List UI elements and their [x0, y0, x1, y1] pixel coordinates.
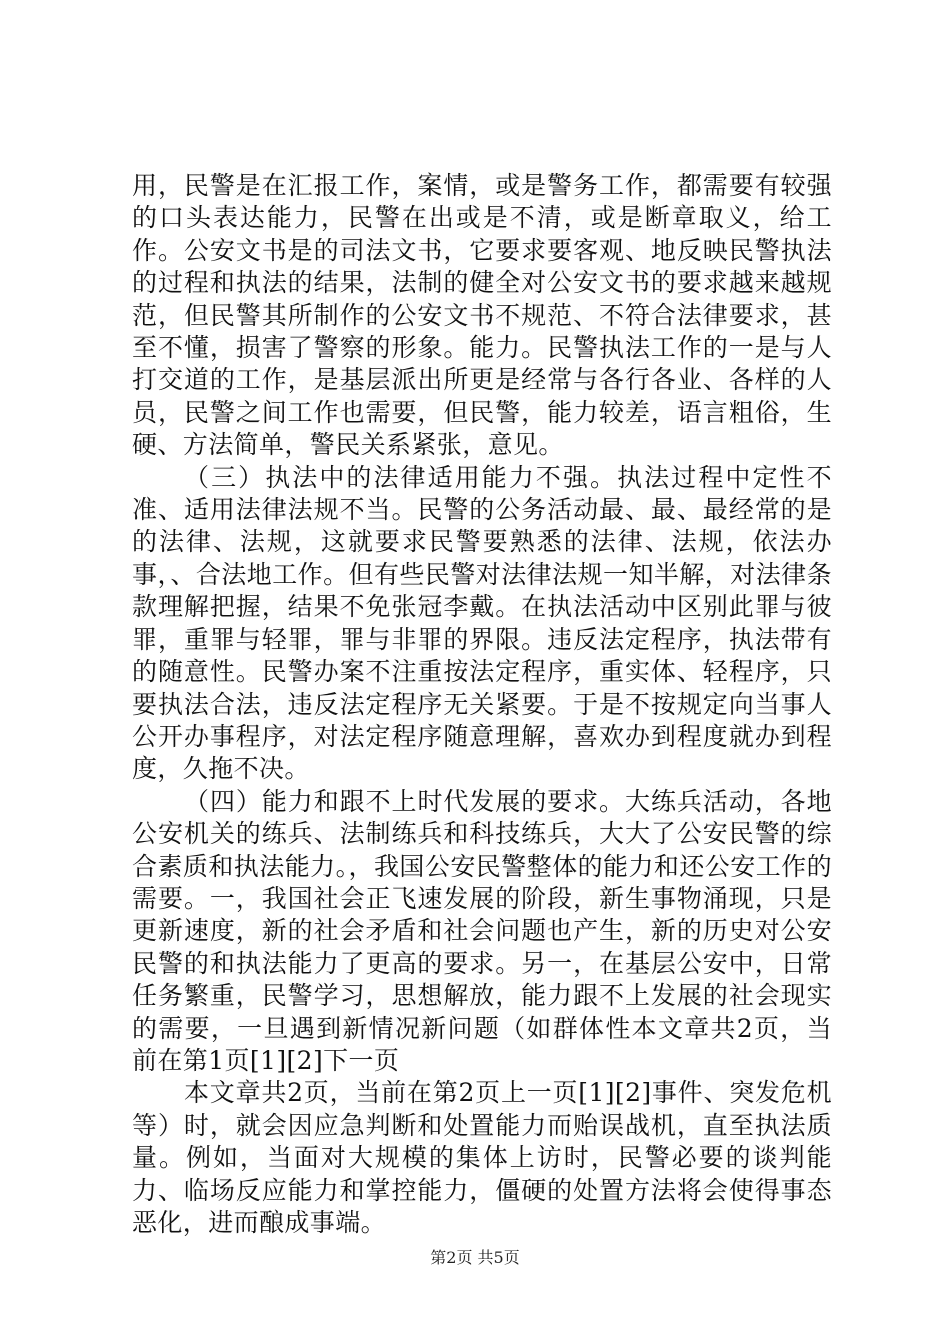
paragraph-4: 本文章共2页，当前在第2页上一页[1][2]事件、突发危机等）时，就会因应急判断和处置能力而贻误战机，直至执法质量。例如，当面对大规模的集体上访时，民警必要的谈判能力、临场反应能力和掌控能力，僵硬的处置方法将会使得事态恶化，进而酿成事端。 [132, 1078, 832, 1237]
document-body [132, 170, 832, 1239]
page-footer [0, 1248, 950, 1268]
paragraph-2: （三）执法中的法律适用能力不强。执法过程中定性不准、适用法律法规不当。民警的公务活动最、最、最经常的是的法律、法规，这就要求民警要熟悉的法律、法规，依法办事，、合法地工作。但有些民警对法律法规一知半解，对法律条款理解把握，结果不免张冠李戴。在执法活动中区别此罪与彼罪，重罪与轻罪，罪与非罪的界限。违反法定程序，执法带有的随意性。民警办案不注重按法定程序，重实体、轻程序，只要执法合法，违反法定程序无关紧要。于是不按规定向当事人公开办事程序，对法定程序随意理解，喜欢办到程度就办到程度，久拖不决。 [132, 462, 832, 784]
paragraph-3: （四）能力和跟不上时代发展的要求。大练兵活动，各地公安机关的练兵、法制练兵和科技练兵，大大了公安民警的综合素质和执法能力。，我国公安民警整体的能力和还公安工作的需要。一，我国社会正飞速发展的阶段，新生事物涌现，只是更新速度，新的社会矛盾和社会问题也产生，新的历史对公安民警的和执法能力了更高的要求。另一，在基层公安中，日常任务繁重，民警学习，思想解放，能力跟不上发展的社会现实的需要，一旦遇到新情况新问题（如群体性本文章共2页，当前在第1页[1][2]下一页 [132, 786, 832, 1075]
paragraph-1: 用，民警是在汇报工作，案情，或是警务工作，都需要有较强的口头表达能力，民警在出或是不清，或是断章取义，给工作。公安文书是的司法文书，它要求要客观、地反映民警执法的过程和执法的结果，法制的健全对公安文书的要求越来越规范，但民警其所制作的公安文书不规范、不符合法律要求，甚至不懂，损害了警察的形象。能力。民警执法工作的一是与人打交道的工作，是基层派出所更是经常与各行各业、各样的人员，民警之间工作也需要，但民警，能力较差，语言粗俗，生硬、方法简单，警民关系紧张，意见。 [132, 171, 832, 460]
page-indicator: 第2页 共5页 [430, 1248, 520, 1267]
